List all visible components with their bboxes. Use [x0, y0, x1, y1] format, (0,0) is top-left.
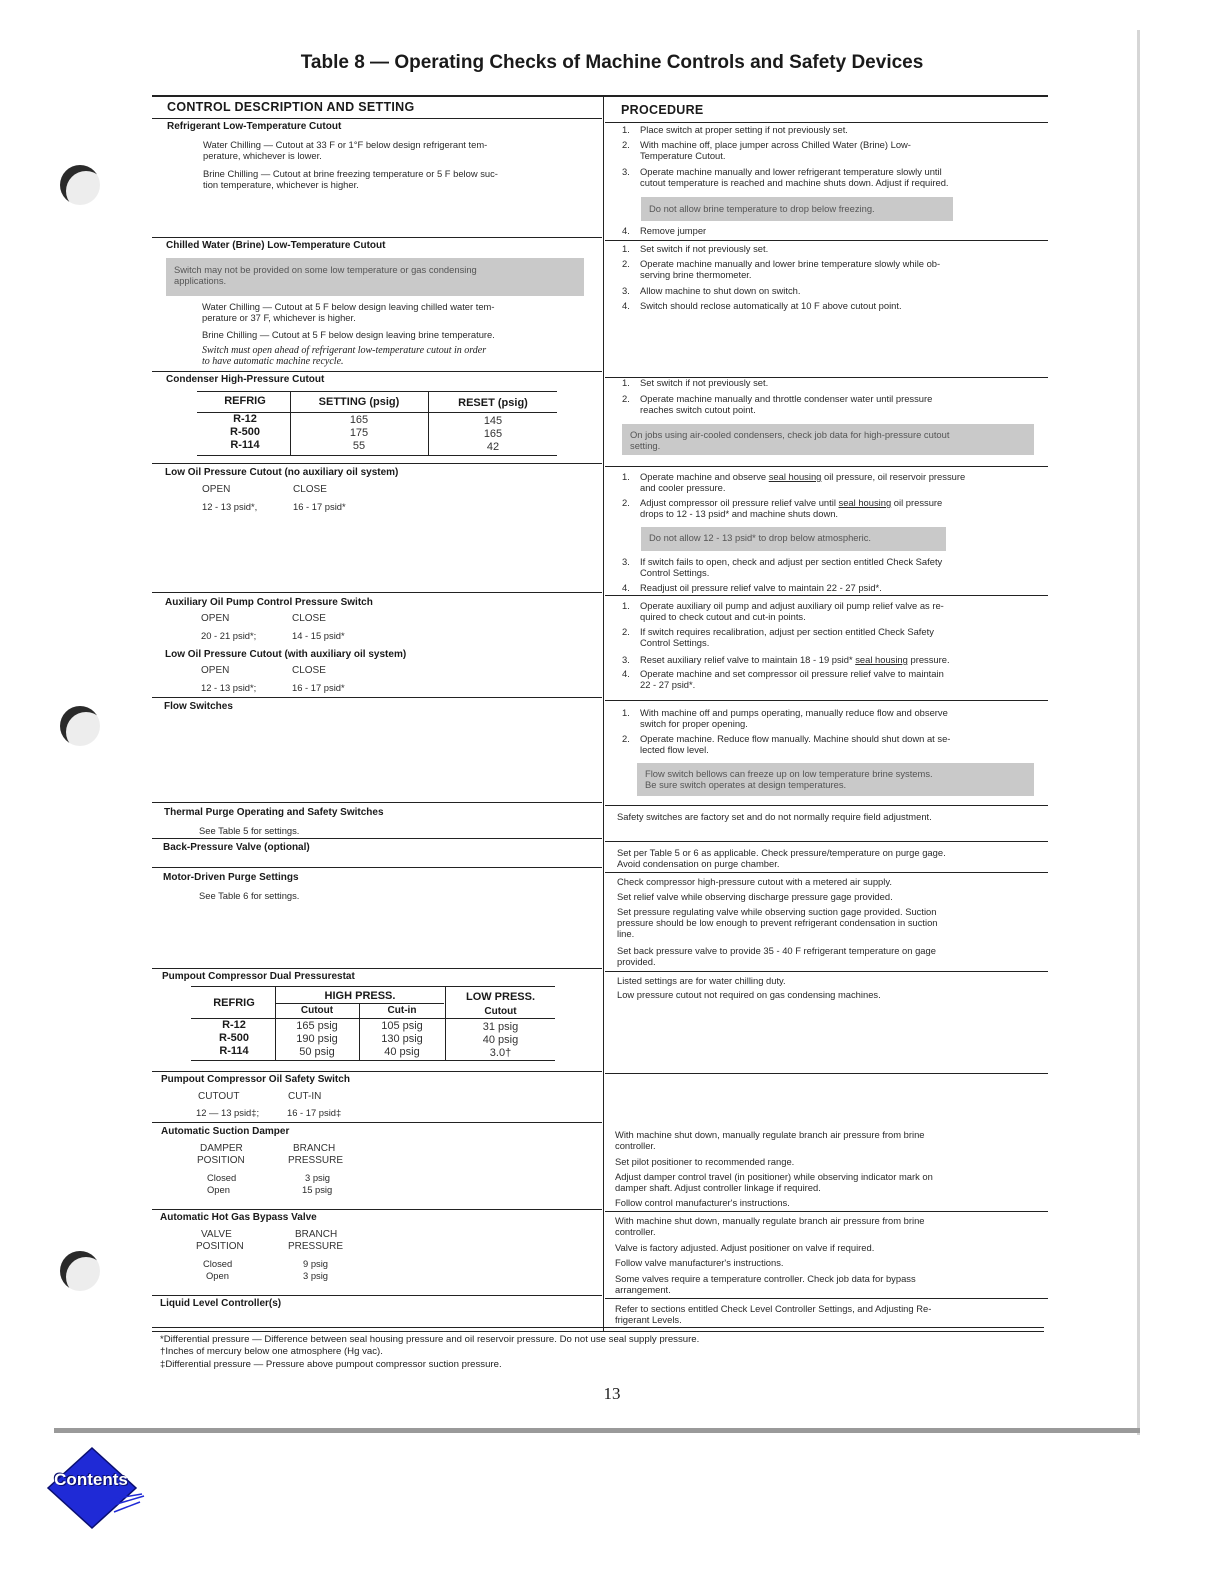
binder-hole — [60, 706, 100, 746]
description-text: See Table 6 for settings. — [199, 890, 300, 901]
procedure-text: Set relief valve while observing discharge pressure gage provided. — [617, 891, 893, 902]
setting-label: VALVE — [201, 1229, 232, 1240]
procedure-step: 1. With machine off and pumps operating, manually reduce flow and observe switch for proper opening. — [622, 707, 948, 729]
section-title: Thermal Purge Operating and Safety Switches — [164, 807, 384, 818]
setting-value: 20 - 21 psid*; — [201, 630, 257, 641]
procedure-text: arrangement. — [615, 1284, 671, 1295]
section-title: Pumpout Compressor Dual Pressurestat — [162, 971, 355, 982]
procedure-step: 1. Set switch if not previously set. — [622, 243, 769, 254]
procedure-text: Adjust damper control travel (in positioner) while observing indicator mark on — [615, 1171, 933, 1182]
column-header-control: CONTROL DESCRIPTION AND SETTING — [167, 100, 415, 114]
procedure-step: 3. Reset auxiliary relief valve to maintain 18 - 19 psid* seal housing pressure. — [622, 654, 950, 665]
table-subheader: Cut-in — [387, 1005, 417, 1016]
procedure-step: 1. Place switch at proper setting if not previously set. — [622, 124, 848, 135]
table-bottom-rule — [152, 1327, 1044, 1328]
setting-label: PRESSURE — [288, 1155, 344, 1166]
table-cell: 145 165 42 — [483, 415, 503, 453]
table-subheader: Cutout — [300, 1005, 334, 1016]
procedure-text: Check compressor high-pressure cutout with a metered air supply. — [617, 876, 892, 887]
table-rule — [276, 1003, 444, 1004]
table-header: REFRIG — [213, 997, 255, 1009]
row-rule — [152, 867, 602, 868]
section-title: Flow Switches — [164, 701, 233, 712]
setting-value: 16 - 17 psid* — [293, 501, 346, 512]
row-rule — [152, 802, 602, 803]
procedure-step: 2. If switch requires recalibration, adjust per section entitled Check Safety Control Settings. — [622, 626, 934, 648]
row-rule — [152, 237, 602, 238]
setting-label: BRANCH — [293, 1143, 336, 1154]
setting-value: Closed — [207, 1172, 237, 1183]
caution-note: Do not allow brine temperature to drop below freezing. — [641, 197, 953, 221]
row-rule — [152, 968, 602, 969]
table-top-rule — [152, 95, 1048, 97]
description-text: perature, whichever is lower. — [203, 150, 322, 161]
section-title: Auxiliary Oil Pump Control Pressure Switch — [165, 597, 373, 608]
setting-value: 12 — 13 psid‡; — [196, 1107, 260, 1118]
procedure-text: Follow control manufacturer's instructions. — [615, 1197, 790, 1208]
caution-note: On jobs using air-cooled condensers, check job data for high-pressure cutout setting. — [622, 424, 1034, 455]
table-cell: 165 175 55 — [349, 414, 369, 452]
italic-note: Switch must open ahead of refrigerant low-temperature cutout in order — [202, 345, 487, 356]
table-subheader: Cutout — [484, 1006, 517, 1017]
procedure-text: Set pilot positioner to recommended range. — [615, 1156, 795, 1167]
setting-value: 16 - 17 psid* — [292, 682, 345, 693]
setting-label: OPEN — [201, 665, 230, 676]
procedure-step: 2. Operate machine manually and lower brine temperature slowly while ob- serving brine thermometer. — [622, 258, 941, 280]
row-rule — [152, 1209, 602, 1210]
procedure-step: 3. Allow machine to shut down on switch. — [622, 285, 801, 296]
procedure-step: 4. Remove jumper — [622, 225, 707, 236]
procedure-text: frigerant Levels. — [615, 1314, 682, 1325]
row-rule — [152, 697, 602, 698]
row-rule — [605, 466, 1048, 467]
binder-hole — [60, 165, 100, 205]
row-rule — [152, 592, 602, 593]
section-title: Automatic Suction Damper — [161, 1126, 290, 1137]
description-text: Water Chilling — Cutout at 5 F below design leaving chilled water tem- — [202, 301, 495, 312]
procedure-text: Set back pressure valve to provide 35 - 40 F refrigerant temperature on gage — [617, 945, 936, 956]
procedure-step: 2. With machine off, place jumper across Chilled Water (Brine) Low- Temperature Cutout. — [622, 139, 911, 161]
procedure-step: 3. Operate machine manually and lower refrigerant temperature slowly until cutout temperature is reached and machine shuts down. Adjust if required. — [622, 166, 949, 188]
procedure-text: line. — [617, 928, 635, 939]
row-rule — [152, 463, 602, 464]
row-rule — [152, 838, 602, 839]
footnote: ‡Differential pressure — Pressure above pumpout compressor suction pressure. — [160, 1359, 502, 1370]
procedure-text: Safety switches are factory set and do not normally require field adjustment. — [617, 811, 932, 822]
setting-label: CLOSE — [292, 665, 326, 676]
row-rule — [605, 700, 1048, 701]
setting-value: Open — [207, 1184, 230, 1195]
description-text: Brine Chilling — Cutout at brine freezing temperature or 5 F below suc- — [203, 168, 498, 179]
description-text: perature or 37 F, whichever is higher. — [202, 312, 356, 323]
procedure-text: Valve is factory adjusted. Adjust positioner on valve if required. — [615, 1242, 875, 1253]
procedure-text: pressure should be low enough to prevent refrigerant condensation in suction — [617, 917, 938, 928]
procedure-step: 1. Operate machine and observe seal housing oil pressure, oil reservoir pressure and cooler pressure. — [622, 471, 966, 493]
caution-note: Switch may not be provided on some low temperature or gas condensing applications. — [166, 258, 584, 296]
table-cell: 165 psig 190 psig 50 psig — [296, 1020, 338, 1058]
page-title: Table 8 — Operating Checks of Machine Controls and Safety Devices — [300, 52, 924, 73]
table-header: RESET (psig) — [458, 397, 528, 409]
section-title: Liquid Level Controller(s) — [160, 1298, 282, 1309]
setting-value: 12 - 13 psid*; — [201, 682, 257, 693]
table-header: REFRIG — [224, 395, 266, 407]
procedure-text: Low pressure cutout not required on gas condensing machines. — [617, 989, 881, 1000]
setting-value: 9 psig — [303, 1258, 329, 1269]
setting-value: 16 - 17 psid‡ — [287, 1107, 342, 1118]
setting-value: 15 psig — [302, 1184, 333, 1195]
setting-value: 14 - 15 psid* — [292, 630, 345, 641]
section-title: Condenser High-Pressure Cutout — [166, 374, 325, 385]
row-rule — [605, 1211, 1048, 1212]
procedure-text: Set per Table 5 or 6 as applicable. Check pressure/temperature on purge gage. — [617, 847, 946, 858]
procedure-text: controller. — [615, 1226, 656, 1237]
setting-value: Open — [206, 1270, 229, 1281]
section-title: Chilled Water (Brine) Low-Temperature Cutout — [166, 240, 386, 251]
procedure-text: provided. — [617, 956, 656, 967]
table-cell: 31 psig 40 psig 3.0† — [482, 1021, 519, 1059]
procedure-step: 2. Operate machine. Reduce flow manually. Machine should shut down at se- lected flow level. — [622, 733, 951, 755]
setting-label: OPEN — [202, 484, 231, 495]
table-header: HIGH PRESS. — [324, 990, 396, 1002]
procedure-step: 2. Operate machine manually and throttle condenser water until pressure reaches switch cutout point. — [622, 393, 933, 415]
setting-label: DAMPER — [200, 1143, 243, 1154]
table-cell: 105 psig 130 psig 40 psig — [381, 1020, 423, 1058]
table-bottom-rule — [152, 1331, 1044, 1332]
row-rule — [152, 371, 602, 372]
procedure-text: With machine shut down, manually regulate branch air pressure from brine — [615, 1215, 925, 1226]
binder-hole — [60, 1251, 100, 1291]
setting-label: CLOSE — [293, 484, 327, 495]
table-rule — [197, 455, 557, 456]
procedure-step: 1. Set switch if not previously set. — [622, 377, 769, 388]
caution-note: Flow switch bellows can freeze up on low temperature brine systems. Be sure switch operates at design temperatures. — [637, 763, 1034, 796]
section-title: Back-Pressure Valve (optional) — [163, 842, 310, 853]
procedure-step: 2. Adjust compressor oil pressure relief valve until seal housing oil pressure drops to 12 - 13 psid* and machine shuts down. — [622, 497, 943, 519]
procedure-text: Listed settings are for water chilling duty. — [617, 975, 786, 986]
row-rule — [605, 971, 1048, 972]
procedure-step: 4. Switch should reclose automatically at 10 F above cutout point. — [622, 300, 902, 311]
table-cell: R-12 R-500 R-114 — [230, 413, 260, 451]
setting-label: PRESSURE — [288, 1241, 344, 1252]
table-rule — [191, 1060, 555, 1061]
procedure-text: controller. — [615, 1140, 656, 1151]
contents-label: Contents — [54, 1470, 128, 1489]
procedure-text: With machine shut down, manually regulate branch air pressure from brine — [615, 1129, 925, 1140]
header-rule — [152, 118, 602, 119]
table-header: LOW PRESS. — [465, 991, 536, 1003]
row-rule — [605, 805, 1048, 806]
setting-value: 12 - 13 psid*, — [202, 501, 258, 512]
section-title: Automatic Hot Gas Bypass Valve — [160, 1212, 317, 1223]
setting-label: OPEN — [201, 613, 230, 624]
row-rule — [152, 1295, 602, 1296]
procedure-text: damper shaft. Adjust controller linkage if required. — [615, 1182, 821, 1193]
description-text: tion temperature, whichever is higher. — [203, 179, 359, 190]
procedure-step: 1. Operate auxiliary oil pump and adjust auxiliary oil pump relief valve as re- quired to check cutout and cut-in points. — [622, 600, 944, 622]
italic-note: to have automatic machine recycle. — [202, 356, 344, 367]
procedure-step: 3. If switch fails to open, check and adjust per section entitled Check Safety Control Settings. — [622, 556, 943, 578]
section-title: Pumpout Compressor Oil Safety Switch — [161, 1074, 350, 1085]
section-title: Low Oil Pressure Cutout (no auxiliary oil system) — [165, 467, 399, 478]
setting-label: CLOSE — [292, 613, 326, 624]
footnote: †Inches of mercury below one atmosphere (Hg vac). — [160, 1346, 383, 1357]
table-cell: R-12 R-500 R-114 — [219, 1019, 249, 1057]
row-rule — [605, 1298, 1048, 1299]
setting-value: Closed — [203, 1258, 233, 1269]
footnote: *Differential pressure — Difference between seal housing pressure and oil reservoir pressure. Do not use seal supply pressure. — [160, 1334, 700, 1345]
row-rule — [152, 1122, 602, 1123]
description-text: Brine Chilling — Cutout at 5 F below design leaving brine temperature. — [202, 329, 495, 340]
description-text: See Table 5 for settings. — [199, 825, 300, 836]
setting-label: POSITION — [197, 1155, 245, 1166]
column-header-procedure: PROCEDURE — [621, 103, 704, 117]
page-number: 13 — [603, 1384, 621, 1403]
procedure-step: 4. Readjust oil pressure relief valve to maintain 22 - 27 psid*. — [622, 582, 882, 593]
section-title: Refrigerant Low-Temperature Cutout — [167, 121, 342, 132]
table-rule — [197, 391, 557, 392]
procedure-text: Avoid condensation on purge chamber. — [617, 858, 780, 869]
setting-value: 3 psig — [303, 1270, 329, 1281]
procedure-text: Refer to sections entitled Check Level Controller Settings, and Adjusting Re- — [615, 1303, 932, 1314]
row-rule — [605, 1073, 1048, 1074]
procedure-text: Follow valve manufacturer's instructions. — [615, 1257, 784, 1268]
page-edge — [1137, 30, 1140, 1435]
row-rule — [605, 872, 1048, 873]
procedure-text: Some valves require a temperature controller. Check job data for bypass — [615, 1273, 916, 1284]
table-header: SETTING (psig) — [318, 396, 400, 408]
row-rule — [152, 1071, 602, 1072]
section-title: Low Oil Pressure Cutout (with auxiliary oil system) — [165, 649, 407, 660]
contents-button[interactable] — [44, 1446, 146, 1530]
caution-note: Do not allow 12 - 13 psid* to drop below atmospheric. — [641, 527, 946, 551]
setting-label: CUT-IN — [288, 1091, 322, 1102]
setting-label: POSITION — [196, 1241, 244, 1252]
row-rule — [605, 841, 1048, 842]
row-rule — [605, 240, 1048, 241]
procedure-text: Set pressure regulating valve while observing suction gage provided. Suction — [617, 906, 937, 917]
header-rule — [605, 122, 1048, 123]
procedure-step: 4. Operate machine and set compressor oil pressure relief valve to maintain 22 - 27 psid*. — [622, 668, 944, 690]
row-rule — [605, 595, 1048, 596]
page-edge-shadow — [54, 1428, 1140, 1433]
column-divider — [603, 97, 604, 1331]
setting-label: CUTOUT — [198, 1091, 240, 1102]
setting-label: BRANCH — [295, 1229, 338, 1240]
description-text: Water Chilling — Cutout at 33 F or 1°F below design refrigerant tem- — [203, 139, 488, 150]
setting-value: 3 psig — [305, 1172, 331, 1183]
section-title: Motor-Driven Purge Settings — [163, 872, 299, 883]
table-rule — [191, 986, 555, 987]
